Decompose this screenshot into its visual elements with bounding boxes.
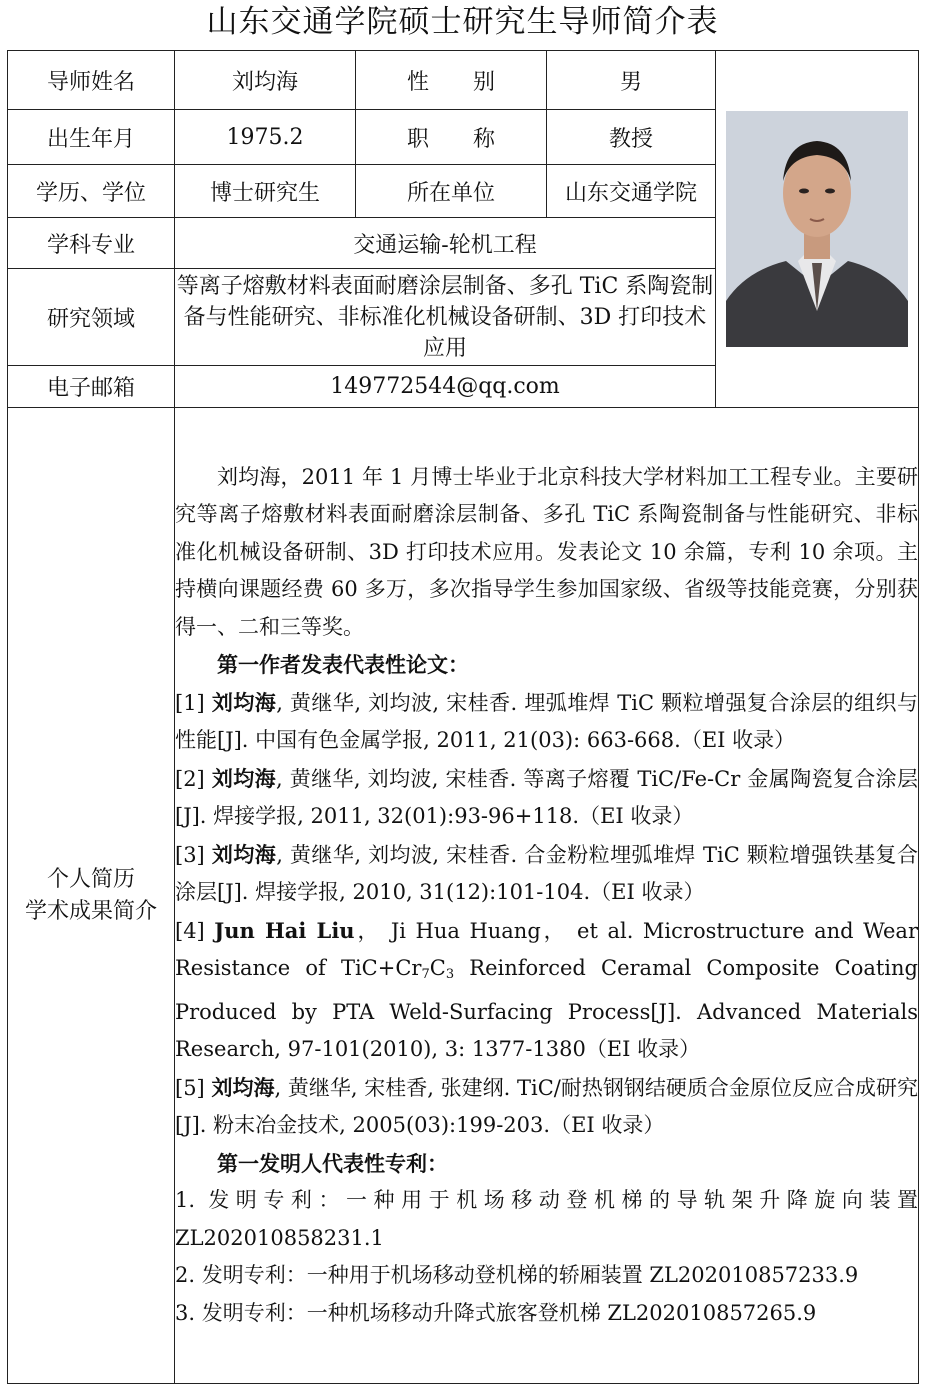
label-bio: [8, 408, 175, 1384]
bio-intro: 刘均海，2011 年 1 月博士毕业于北京科技大学材料加工工程专业。主要研究等离子熔敷材料表面耐磨涂层制备、多孔 TiC 系陶瓷制备与性能研究、非标准化机械设备研制、3D 打印技术应用。发表论文 10 余篇，专利 10 余项。主持横向课题经费 60 多万，多次指导学生参加国家级、省级等技能竞赛，分别获得一、二和三等奖。: [175, 464, 918, 639]
label-gender: 性 别: [356, 51, 547, 110]
label-bio-line1: 个人简历: [46, 866, 135, 892]
value-research: 等离子熔敷材料表面耐磨涂层制备、多孔 TiC 系陶瓷制备与性能研究、非标准化机械设备研制、3D 打印技术应用: [175, 269, 716, 366]
value-rank: 教授: [547, 110, 716, 165]
patent-item: 1. 发明专利：一种用于机场移动登机梯的导轨架升降旋向装置 ZL202010858231.1: [175, 1188, 918, 1250]
label-degree: 学历、学位: [8, 165, 175, 218]
portrait-illustration: [726, 111, 908, 347]
value-birth: 1975.2: [175, 110, 356, 165]
value-email: 149772544@qq.com: [175, 366, 716, 408]
profile-table: [7, 50, 919, 1384]
label-rank: 职 称: [356, 110, 547, 165]
patents-heading: 第一发明人代表性专利：: [217, 1150, 448, 1176]
value-gender: 男: [547, 51, 716, 110]
label-bio-line2: 学术成果简介: [24, 898, 157, 924]
bio-content: [175, 408, 919, 1384]
label-name: 导师姓名: [8, 51, 175, 110]
paper-item: [5] 刘均海, 黄继华, 宋桂香, 张建纲. TiC/耐热钢钢结硬质合金原位反应合成研究[J]. 粉末冶金技术, 2005(03):199-203.（EI 收录）: [175, 1074, 918, 1138]
patent-item: 3. 发明专利：一种机场移动升降式旅客登机梯 ZL202010857265.9: [175, 1300, 817, 1325]
label-email: 电子邮箱: [8, 366, 175, 408]
value-name: 刘均海: [175, 51, 356, 110]
paper-item: [4] Jun Hai Liu， Ji Hua Huang， et al. Microstructure and Wear Resistance of $TiC+Cr_7C_3$ Reinforced Ceramal Composite Coating Produced by PTA Weld-Surfacing Process[J]. Advanced Materials Research, 97-101(2010), 3: 1377-1380（EI 收录）: [175, 917, 918, 1062]
label-major: 学科专业: [8, 218, 175, 269]
paper-item: [2] 刘均海, 黄继华, 刘均波, 宋桂香. 等离子熔覆 TiC/Fe-Cr 金属陶瓷复合涂层[J]. 焊接学报, 2011, 32(01):93-96+118.（EI 收录）: [175, 765, 918, 829]
page-title: 山东交通学院硕士研究生导师简介表: [206, 4, 719, 40]
paper-item: [1] 刘均海, 黄继华, 刘均波, 宋桂香. 埋弧堆焊 TiC 颗粒增强复合涂层的组织与性能[J]. 中国有色金属学报, 2011, 21(03): 663-668.（EI 收录）: [175, 689, 918, 753]
label-research: 研究领域: [8, 269, 175, 366]
value-degree: 博士研究生: [175, 165, 356, 218]
patent-item: 2. 发明专利：一种用于机场移动登机梯的轿厢装置 ZL202010857233.9: [175, 1263, 859, 1288]
paper-item: [3] 刘均海, 黄继华, 刘均波, 宋桂香. 合金粉粒埋弧堆焊 TiC 颗粒增强铁基复合涂层[J]. 焊接学报, 2010, 31(12):101-104.（EI 收录）: [175, 841, 918, 905]
value-unit: 山东交通学院: [547, 165, 716, 218]
label-birth: 出生年月: [8, 110, 175, 165]
papers-heading: 第一作者发表代表性论文：: [217, 652, 469, 678]
photo-cell: [716, 51, 919, 408]
label-unit: 所在单位: [356, 165, 547, 218]
portrait-photo: [726, 111, 908, 347]
value-major: 交通运输-轮机工程: [175, 218, 716, 269]
